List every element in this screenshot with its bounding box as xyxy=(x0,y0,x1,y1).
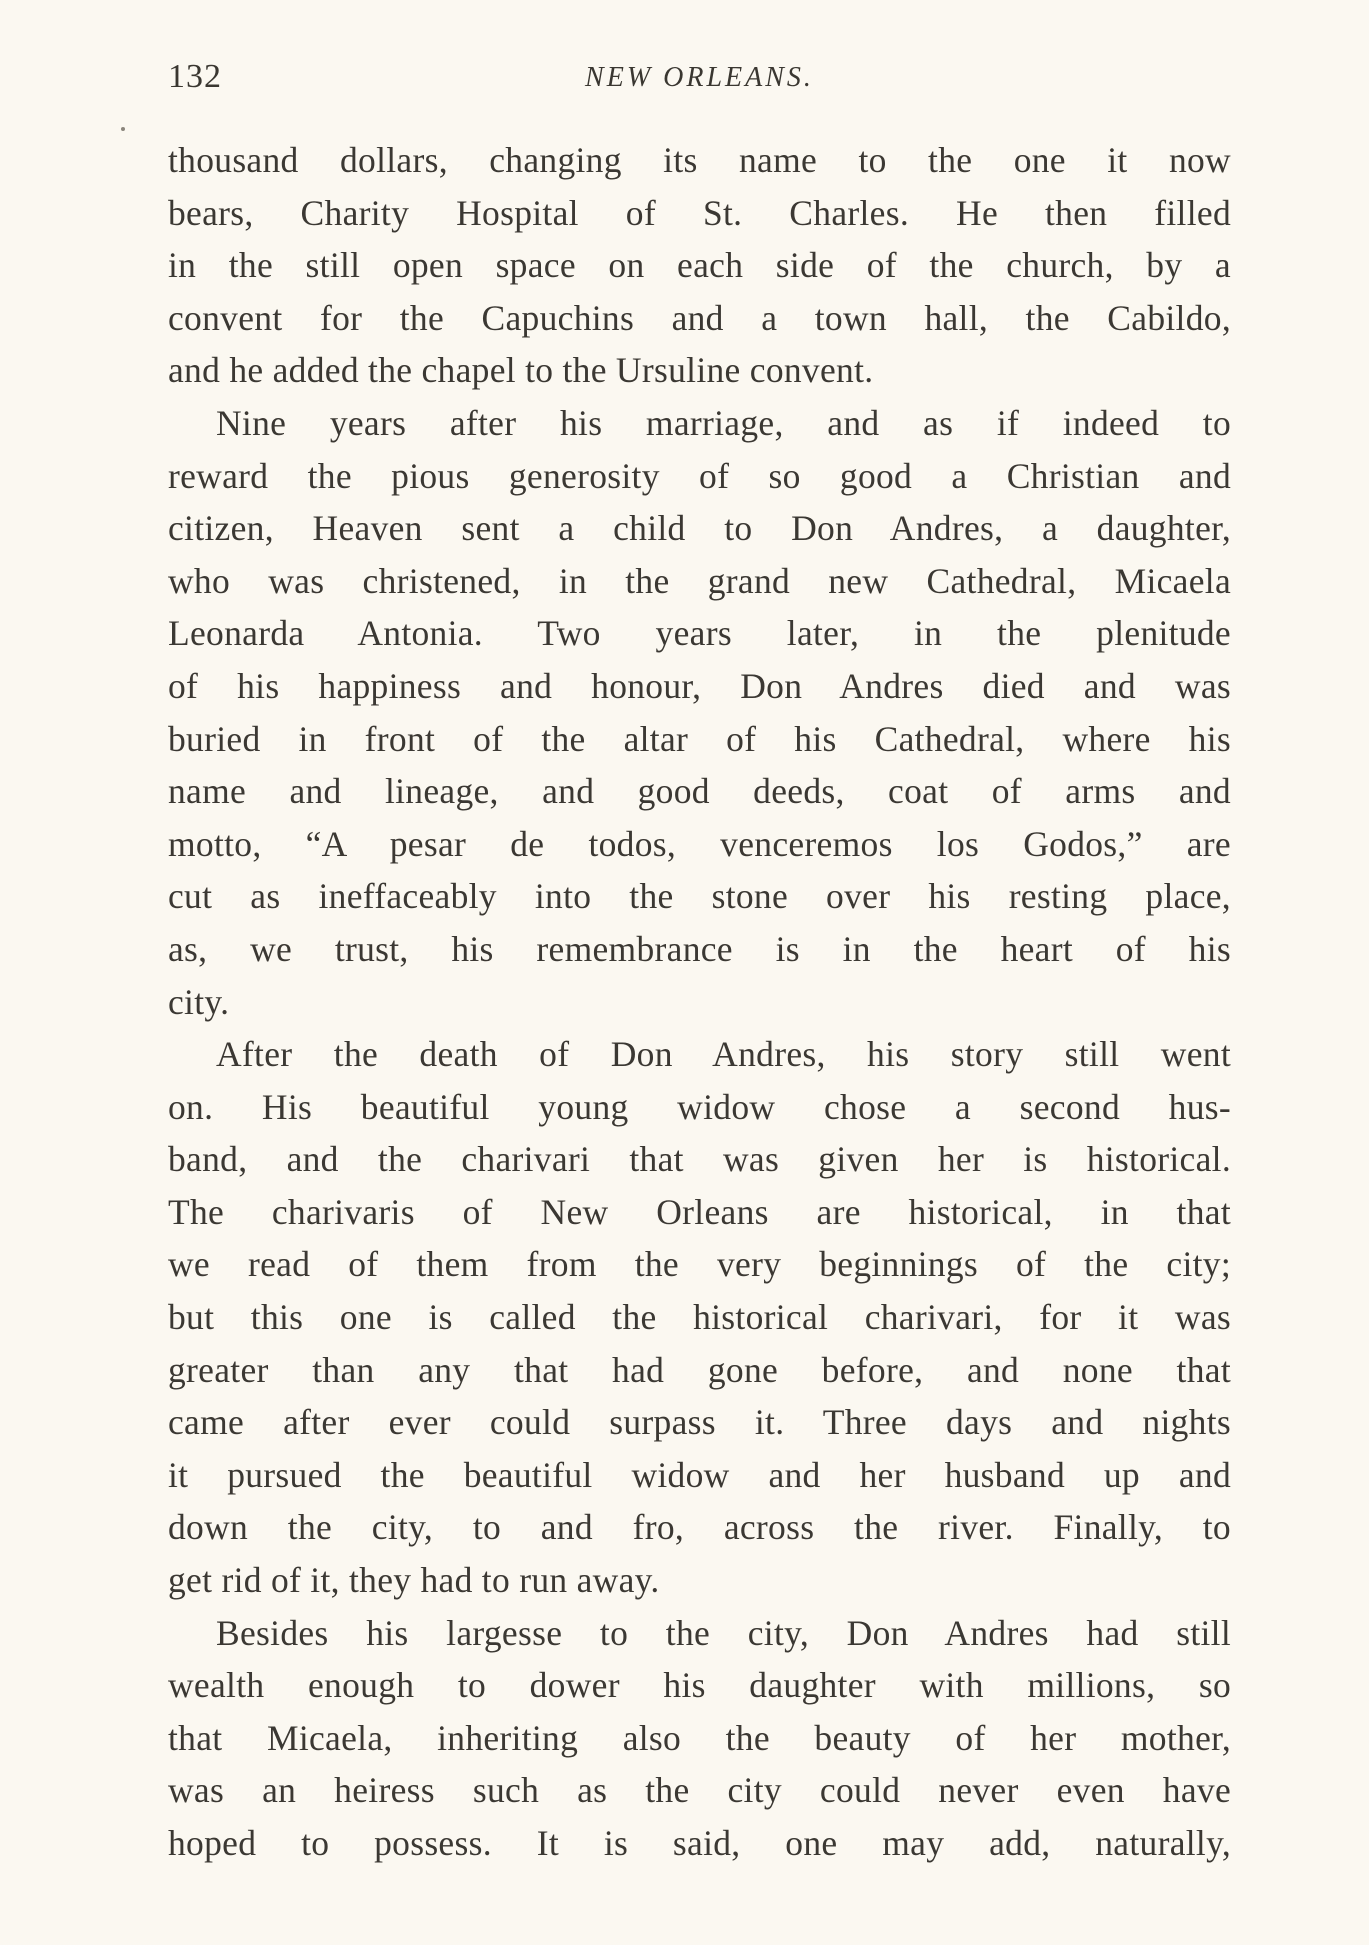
text-line: was an heiress such as the city could never even have xyxy=(168,1770,1231,1811)
text-line: we read of them from the very beginnings of the city; xyxy=(168,1244,1231,1285)
text-line: cut as ineffaceably into the stone over his resting place, xyxy=(168,876,1231,917)
paragraph xyxy=(168,1028,1231,1607)
text-line: thousand dollars, changing its name to the one it now xyxy=(168,140,1231,180)
text-line: convent for the Capuchins and a town hall, the Cabildo, xyxy=(168,297,1231,338)
margin-speck xyxy=(121,127,125,131)
text-line: citizen, Heaven sent a child to Don Andres, a daughter, xyxy=(168,508,1231,549)
text-line: name and lineage, and good deeds, coat of arms and xyxy=(168,771,1231,812)
text-line: reward the pious generosity of so good a Christian and xyxy=(168,455,1231,496)
text-line: of his happiness and honour, Don Andres died and was xyxy=(168,665,1231,706)
text-line: Besides his largesse to the city, Don Andres had still xyxy=(216,1612,1231,1653)
text-line: it pursued the beautiful widow and her husband up and xyxy=(168,1454,1231,1495)
running-head xyxy=(168,58,1231,108)
text-line: band, and the charivari that was given her is historical. xyxy=(168,1139,1231,1180)
text-line: wealth enough to dower his daughter with millions, so xyxy=(168,1665,1231,1706)
text-line: Nine years after his marriage, and as if indeed to xyxy=(216,402,1231,443)
text-line: get rid of it, they had to run away. xyxy=(168,1560,660,1601)
paragraph xyxy=(168,397,1231,1028)
text-line: as, we trust, his remembrance is in the heart of his xyxy=(168,928,1231,969)
text-line: greater than any that had gone before, and none that xyxy=(168,1349,1231,1390)
text-line: Leonarda Antonia. Two years later, in the plenitude xyxy=(168,613,1231,654)
text-line: The charivaris of New Orleans are historical, in that xyxy=(168,1191,1231,1232)
text-line: in the still open space on each side of the church, by a xyxy=(168,245,1231,286)
text-line: After the death of Don Andres, his story still went xyxy=(216,1034,1231,1075)
paragraph xyxy=(168,1607,1231,1870)
running-title: NEW ORLEANS. xyxy=(585,62,814,93)
text-line: city. xyxy=(168,981,230,1022)
paragraph xyxy=(168,134,1231,397)
text-line: on. His beautiful young widow chose a second hus- xyxy=(168,1086,1231,1127)
text-line: and he added the chapel to the Ursuline convent. xyxy=(168,350,874,391)
text-line: down the city, to and fro, across the river. Finally, to xyxy=(168,1507,1231,1548)
text-line: hoped to possess. It is said, one may add, naturally, xyxy=(168,1823,1231,1863)
text-line: motto, “A pesar de todos, venceremos los Godos,” are xyxy=(168,823,1231,864)
text-line: who was christened, in the grand new Cathedral, Micaela xyxy=(168,560,1231,601)
text-line: buried in front of the altar of his Cathedral, where his xyxy=(168,718,1231,759)
page-number: 132 xyxy=(168,58,222,95)
text-line: but this one is called the historical charivari, for it was xyxy=(168,1297,1231,1338)
text-line: bears, Charity Hospital of St. Charles. He then filled xyxy=(168,192,1231,233)
text-line: came after ever could surpass it. Three days and nights xyxy=(168,1402,1231,1443)
body-text xyxy=(168,134,1231,1870)
text-line: that Micaela, inheriting also the beauty of her mother, xyxy=(168,1717,1231,1758)
